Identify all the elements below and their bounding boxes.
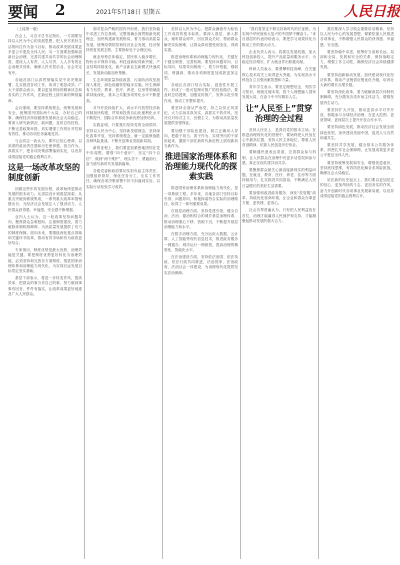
paragraph: 各级党委和政府要切实担负起主体责任，加强组织领导，细化任务分工，压实工作责任，确保各项决策部署不折不扣落到实处，以实际行动检验学习成效。 [86,169,160,189]
paragraph: 会议强调，要坚持系统观念，统筹发展和安全，统筹国内国际两个大局，办好自己的事，确保经济持续健康发展和社会大局稳定。要深入研究新情况、新问题，及时总结经验，不断完善政策举措，切实增强工作的针对性和有效性，推动各项任务落地见效。 [8,105,82,136]
column-divider [240,27,241,559]
paragraph: 生态环境质量持续改善，污染防治攻坚战深入推进，绿色低碳转型稳步实施。民生保障有力有效，教育、医疗、养老、住房等领域改革持续深化，基本公共服务均等化水平不断提高。 [86,77,160,103]
paragraph: 要聚焦群众最关心最直接最现实的利益问题，在就业、教育、医疗、养老、住房等方面持续用力，扎实推进共同富裕，不断满足人民日益增长的美好生活需要。 [242,168,316,188]
paragraph: “我们将坚定不移走好新时代的长征路，为实现中华民族伟大复兴的中国梦不懈奋斗。”来自基层的代表纷纷表示，要把学习成果转化为推动工作的强大动力。 [242,27,316,47]
paragraph: 企业负责人表示，将抓住发展机遇，加大科技创新投入，提升产品质量和服务水平，为稳定经济增长、扩大就业作出积极贡献。 [242,49,316,65]
paragraph: 科研人员表示，要勇攀科技高峰，在关键核心技术攻关上取得更大突破，为实现高水平科技自立自强贡献智慧和力量。 [242,67,316,82]
paragraph: 面对复杂严峻的国内外形势，我们坚持稳中求进工作总基调，完整准确全面贯彻新发展理念，加快构建新发展格局，着力推动高质量发展，统筹疫情防控和经济社会发展，经济保持恢复发展态势，主要指标处于合理区间。 [86,27,160,52]
paragraph: 基层干部表示，将进一步转变作风、提高效率，把群众的事当作自己的事，努力做到事事有回音、件件有落实，让改革成果更好地惠及广大人民群众。 [8,276,82,296]
paragraph: 实践证明，只要我们坚持党的全面领导，坚持以人民为中心，坚持新发展理念，坚持深化改革开放，坚持系统观念，就一定能够战胜各种风险挑战，不断开创事业发展新局面。 [86,123,160,144]
paragraph: 新的征程上，我们要更加紧密地团结在党中央周围，增强“四个意识”、坚定“四个自信”、做到“两个维护”，埋头苦干、勇毅前行，奋力谱写新时代发展新篇章。 [86,146,160,166]
article-column-2 [86,27,160,559]
paragraph: 要加强和改进政务服务，深化“放管服”改革，持续优化营商环境，让企业和群众办事更方便、更快捷、更省心。 [242,190,316,206]
paragraph: 在数字治理方面，充分运用大数据、云计算、人工智能等现代信息技术，推进政务服务一网通办、城市运行一网统管，提高治理的精准化、智能化水平。 [164,232,238,252]
paragraph: 要坚持共享发展，健全基本公共服务体系，织密扎牢社会保障网，让发展成果更多更公平惠及全体人民。 [320,143,394,158]
masthead-rule-thin [8,23,392,24]
paragraph: 坚持人民至上，是我们党的根本立场。在推进治理现代化的进程中，要始终把人民放在心中最高位置，坚持人民主体地位，尊重人民首创精神，依靠人民创造历史伟业。 [242,127,316,148]
paragraph: 回顾这些年的发展历程，改革始终是推动发展的根本动力。从顶层设计到基层探索，从重点突破到系统集成，一系列重大改革举措相继出台，为经济社会发展注入了强劲动力，人民群众获得感、幸福感、安全感不断增强。 [8,186,82,212]
paragraph: 要畅通民意表达渠道，完善群众参与机制，让人民群众在治理中有更多话语权和参与感，真正实现共建共治共享。 [242,150,316,165]
article-headline[interactable]: 推进国家治理体系和治理能力现代化的探索实践 [165,152,237,182]
article-body [8,187,82,297]
paper-logo: 人民日报 [344,4,400,20]
paragraph: 要坚持稳中求进，统筹好当前和长远、局部和全局、发展和安全的关系，保持战略定力，增强工作主动性，确保经济社会持续健康发展。 [320,49,394,70]
page-number: 2 [55,1,66,19]
article-body [86,27,160,190]
article-body [242,27,316,101]
paragraph: 推进国家治理体系和治理能力现代化，是一项系统工程。多年来，各地各部门坚持目标引领、问题导向，积极探索符合实际的治理路径，取得了一系列重要成果。 [164,186,238,207]
section-name: 要闻 [8,3,39,21]
article-column-5 [320,27,394,559]
paragraph: 各地各部门认真贯彻落实党中央决策部署，扎实推进各项工作，取得了明显成效。广大干部群众表示，要以更加昂扬的精神状态和务实的工作作风，在新征程上续写新的辉煌篇章。 [8,77,82,103]
paragraph: （上接第一版） [15,27,41,31]
paragraph: 就业形势总体稳定，居民收入稳步增长，物价水平保持平稳。科技创新取得新突破，产业结构持续优化，新产业新业态新模式快速成长，发展新动能加快集聚。 [86,55,160,75]
article-column-3 [164,27,238,559]
article-headline[interactable]: 这是一场改革攻坚的制度创新 [8,162,80,182]
paragraph: 推进治理体系和治理能力现代化，关键在于健全制度、完善机制。要坚持问题导向、目标导向、结果导向相统一，着力补短板、强弱项、堵漏洞，推动各项制度更加成熟更加定型。 [164,55,238,80]
paragraph: 专家指出，制度优势是最大优势，治理效能是关键。要把制度优势更好转化为治理效能，必须坚持和完善各方面制度，推进国家治理体系和治理能力现代化，为实现长远发展目标奠定坚实基础。 [8,248,82,273]
paragraph: 坚持以人民为中心，把群众满意作为检验工作成效的根本标准。要深入基层、深入群众，倾听群众呼声，回应群众关切，帮助群众解决实际困难，让群众真切感受到变化、得到实惠。 [164,27,238,52]
paragraph: 要坚持全面从严治党，持之以恒正风肃纪，大力弘扬求真务实、真抓实干的作风，坚决反对形式主义、官僚主义，为推动高质量发展提供坚强保证。 [164,105,238,126]
paragraph: 站在新的历史起点上，我们要以更加坚定的信心、更加昂扬的斗志、更加务实的作风，奋力开创新时代各项事业发展新局面，以优异成绩迎接党的盛会胜利召开。 [320,178,394,198]
paragraph: 社会各界普遍认为，只有把人民利益放在首位，治理才能赢得人民拥护和支持，才能凝聚起推动发展的强大合力。 [242,208,316,223]
article-body [8,27,82,160]
issue-date: 2021年5月18日 星期五 [96,9,161,16]
paragraph: 青年学生表示，要坚定理想信念，刻苦学习知识，练就过硬本领，将个人理想融入国家发展大局，在奋斗中书写精彩人生。 [242,85,316,100]
paragraph: 要加强干部队伍建设，树立正确用人导向，把敢于担当、善于作为、实绩突出的干部用起来，激励干部在新时代新征程上展现新担当新作为。 [164,128,238,149]
article-body [320,27,394,199]
masthead [0,0,400,22]
paragraph: 要坚持绿色发展，推动经济社会发展全面绿色转型，加快建设美丽中国，促进人与自然和谐共生。 [320,125,394,140]
article-column-4 [242,27,316,559]
paragraph: 对外开放持续扩大，高水平开放型经济新体制加快构建，贸易和投资自由化便利化水平不断提升，国际合作和竞争新优势加快培育。 [86,105,160,121]
paragraph: 各地区各部门结合实际，创造性开展工作，形成了一批可复制可推广的经验做法。要及时总结提炼，加强宣传推广，发挥示范引领作用，推动工作整体提升。 [164,83,238,103]
paragraph: 在法治建设方面，坚持依法治国、依法执政、依法行政共同推进，法治国家、法治政府、法治社会一体建设，为治理现代化提供坚实法治保障。 [164,254,238,275]
column-divider [318,27,319,559]
paragraph: 在基层治理方面，坚持党建引领，健全自治、法治、德治相结合的城乡基层治理体系，推动治理重心下移、资源下沉，不断提升基层治理能力和水平。 [164,209,238,229]
paragraph: 在会上，习近平总书记指出，一方面要坚持以人民为中心的发展思想，把人民对美好生活的向往作为奋斗目标，推动改革发展成果更多更公平惠及全体人民；另一方面要加强和创新社会治理，完善共建共治共享的社会治理制度，建设人人有责、人人尽责、人人享有的社会治理共同体，确保人民安居乐业、社会安定有序。 [8,34,82,75]
paragraph: 要坚持统筹发展和安全，增强忧患意识，坚持底线思维，有效防范化解各类风险挑战，确保社会大局稳定。 [320,160,394,176]
article-body [164,186,238,275]
article-body [164,27,238,149]
article-body [242,128,316,224]
column-divider [162,27,163,559]
paragraph: 要坚持扩大开放，推动更高水平对外开放，积极参与全球经济治理，在更大范围、更宽领域、更深层次上提升开放合作水平。 [320,107,394,123]
paragraph: 我们要深入学习领会重要讲话精神，坚持以人民为中心的发展思想，紧紧依靠人民推进各项事业，不断增强人民群众的获得感、幸福感、安全感。 [320,27,394,47]
paragraph: 要坚持创新驱动发展，加快建设现代化经济体系，推动产业链供应链优化升级，培育壮大新的增长点增长极。 [320,72,394,88]
article-column-1 [8,27,82,559]
masthead-rule [8,21,392,22]
column-divider [84,27,85,559]
paragraph: 与会同志一致认为，要牢记初心使命，以高度的政治责任感和历史使命感，担当作为、真抓实干，把各项决策部署落到实处，以优异成绩迎接党的盛会胜利召开。 [8,139,82,159]
paragraph: 要坚持深化改革，着力破解深层次体制机制障碍，充分激发各类市场主体活力，增强发展内生动力。 [320,90,394,105]
article-headline[interactable]: 让“人民至上”贯穿治理的全过程 [245,103,313,123]
paragraph: 业内人士认为，这一轮改革坚持问题导向，聚焦群众急难愁盼，注重制度建设，着力破除体制机制障碍，为高质量发展提供了有力的制度保障。面向未来，要继续深化重点领域和关键环节改革，推动有效市场和有为政府更好结合。 [8,214,82,245]
